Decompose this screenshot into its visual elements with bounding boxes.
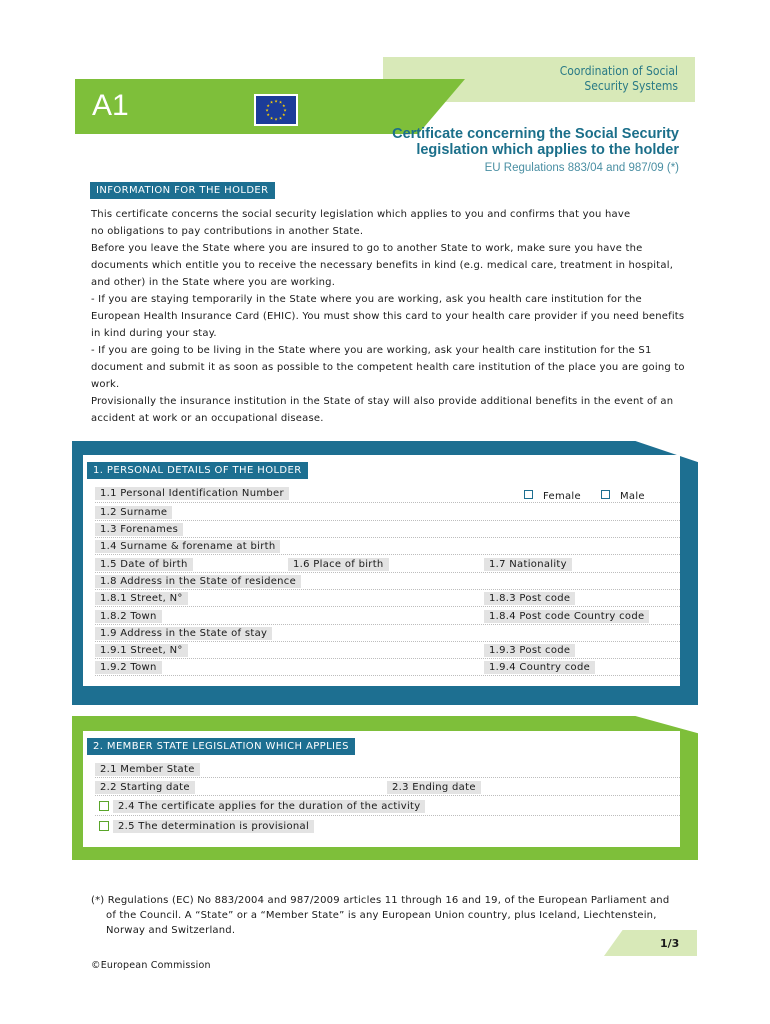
male-checkbox[interactable] [601,490,610,499]
info-line: European Health Insurance Card (EHIC). You must show this card to your health care provider if you need benefits [91,311,685,322]
certificate-title-line-2: legislation which applies to the holder [416,142,679,158]
postcode-residence-label: 1.8.3 Post code [484,592,575,605]
info-line: documents which entitle you to receive the necessary benefits in kind (e.g. medical care, treatment in hospital, [91,260,674,271]
footnote-line: Norway and Switzerland. [106,925,236,936]
svg-text:★: ★ [282,103,286,108]
place-of-birth-label: 1.6 Place of birth [288,558,389,571]
copyright: ©European Commission [91,960,211,971]
forenames-label: 1.3 Forenames [95,523,183,536]
svg-text:★: ★ [274,98,278,104]
info-line: no obligations to pay contributions in another State. [91,226,364,237]
svg-text:★: ★ [269,115,274,121]
male-option[interactable] [601,490,645,502]
info-line: work. [91,379,120,390]
field-line[interactable] [95,777,680,778]
male-label: Male [620,491,645,502]
nationality-label: 1.7 Nationality [484,558,572,571]
date-of-birth-label: 1.5 Date of birth [95,558,193,571]
female-checkbox[interactable] [524,490,533,499]
address-residence-label: 1.8 Address in the State of residence [95,575,301,588]
field-line[interactable] [95,675,680,676]
country-stay-label: 1.9.4 Country code [484,661,595,674]
female-label: Female [543,491,581,502]
svg-text:★: ★ [266,103,270,108]
info-line: and other) in the State where you are working. [91,277,336,288]
field-line[interactable] [95,624,680,625]
field-line[interactable] [95,554,680,555]
field-line[interactable] [95,606,680,607]
female-option[interactable] [524,490,581,502]
svg-text:★: ★ [278,115,283,121]
field-line[interactable] [95,520,680,521]
info-text [91,206,691,427]
ending-date-label: 2.3 Ending date [387,781,481,794]
field-line[interactable] [95,641,680,642]
pin-label: 1.1 Personal Identification Number [95,487,289,500]
surname-label: 1.2 Surname [95,506,172,519]
section2-heading: 2. MEMBER STATE LEGISLATION WHICH APPLIES [87,738,355,755]
field-line[interactable] [95,658,680,659]
svg-text:★: ★ [283,107,287,113]
footnote-line: (*) Regulations (EC) No 883/2004 and 987/2009 articles 11 through 16 and 19, of the European Parliament and [91,895,670,906]
postcode-stay-label: 1.9.3 Post code [484,644,575,657]
svg-text:★: ★ [282,112,286,117]
info-line: - If you are staying temporarily in the State where you are working, ask you health care institution for the [91,294,642,305]
birth-name-label: 1.4 Surname & forename at birth [95,540,280,553]
field-line[interactable] [95,795,680,796]
street-residence-label: 1.8.1 Street, N° [95,592,188,605]
member-state-label: 2.1 Member State [95,763,200,776]
info-line: Before you leave the State where you are insured to go to another State to work, make sure you have the [91,243,643,254]
certificate-title [349,126,679,158]
svg-text:★: ★ [266,112,270,117]
section1-heading: 1. PERSONAL DETAILS OF THE HOLDER [87,462,308,479]
coordination-label [560,64,678,94]
info-line: in kind during your stay. [91,328,217,339]
coordination-line-2: Security Systems [584,79,678,93]
footnote-line: of the Council. A “State” or a “Member State” is any European Union country, plus Iceland, Liechtenstein, [106,910,657,921]
info-line: - If you are going to be living in the State where you are working, ask your health care institution for the S1 [91,345,652,356]
svg-text:★: ★ [278,99,283,105]
country-residence-label: 1.8.4 Post code Country code [484,610,649,623]
info-line: accident at work or an occupational disease. [91,413,324,424]
town-stay-label: 1.9.2 Town [95,661,162,674]
street-stay-label: 1.9.1 Street, N° [95,644,188,657]
page-number: 1/3 [660,937,680,950]
footnote [91,893,691,938]
provisional-label: 2.5 The determination is provisional [113,820,314,833]
svg-text:★: ★ [274,116,278,122]
duration-label: 2.4 The certificate applies for the duration of the activity [113,800,425,813]
info-line: This certificate concerns the social security legislation which applies to you and confirms that you have [91,209,631,220]
field-line[interactable] [95,572,680,573]
field-line[interactable] [95,502,680,503]
info-line: document and submit it as soon as possible to the competent health care institution of the place you are going to [91,362,685,373]
info-heading: INFORMATION FOR THE HOLDER [90,182,275,199]
svg-text:★: ★ [269,99,274,105]
field-line[interactable] [95,815,680,816]
provisional-checkbox[interactable] [99,821,109,831]
duration-checkbox[interactable] [99,801,109,811]
certificate-title-line-1: Certificate concerning the Social Security [392,126,679,142]
field-line[interactable] [95,589,680,590]
svg-text:★: ★ [265,107,269,113]
form-code: A1 [92,89,129,122]
starting-date-label: 2.2 Starting date [95,781,195,794]
coordination-line-1: Coordination of Social [559,64,678,78]
field-line[interactable] [95,537,680,538]
address-stay-label: 1.9 Address in the State of stay [95,627,272,640]
regulations-subtitle: EU Regulations 883/04 and 987/09 (*) [484,162,679,174]
town-residence-label: 1.8.2 Town [95,610,162,623]
eu-flag-icon [254,94,298,126]
info-line: Provisionally the insurance institution in the State of stay will also provide additional benefits in the event of an [91,396,674,407]
